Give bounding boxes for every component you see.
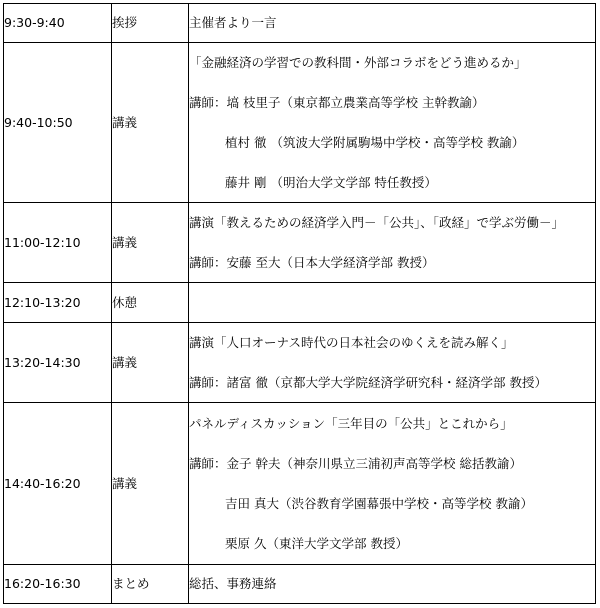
lecturer-line: 植村 徹 （筑波大学附属駒場中学校・高等学校 教諭） — [225, 134, 525, 150]
type-cell: 休憩 — [112, 283, 189, 323]
description-cell — [189, 323, 596, 403]
time-cell: 9:30-9:40 — [4, 4, 112, 43]
schedule-table — [3, 3, 596, 604]
table-row — [4, 403, 596, 565]
lecture-title: 講演「人口オーナス時代の日本社会のゆくえを読み解く」 — [189, 334, 514, 350]
description-cell — [189, 565, 596, 604]
lecturer-line: 講師：安藤 至大（日本大学経済学部 教授） — [189, 254, 435, 270]
time-cell: 13:20-14:30 — [4, 323, 112, 403]
type-cell: 講義 — [112, 403, 189, 565]
time-cell: 11:00-12:10 — [4, 203, 112, 283]
type-cell: 講義 — [112, 323, 189, 403]
table-row — [4, 43, 596, 203]
lecturer-line: 講師：塙 枝里子（東京都立農業高等学校 主幹教諭） — [189, 94, 485, 110]
description-cell — [189, 43, 596, 203]
table-row — [4, 323, 596, 403]
time-cell: 12:10-13:20 — [4, 283, 112, 323]
description-cell — [189, 203, 596, 283]
lecturer-line: 講師：金子 幹夫（神奈川県立三浦初声高等学校 総括教諭） — [189, 455, 522, 471]
type-cell: 講義 — [112, 43, 189, 203]
description-line: 主催者より一言 — [189, 15, 277, 30]
lecturer-line: 講師：諸富 徹（京都大学大学院経済学研究科・経済学部 教授） — [189, 374, 547, 390]
lecturer-line: 栗原 久（東洋大学文学部 教授） — [225, 535, 408, 551]
description-cell — [189, 403, 596, 565]
type-cell: まとめ — [112, 565, 189, 604]
lecturer-line: 吉田 真大（渋谷教育学園幕張中学校・高等学校 教諭） — [225, 495, 533, 511]
time-cell: 14:40-16:20 — [4, 403, 112, 565]
lecture-title: 「金融経済の学習での教科間・外部コラボをどう進めるか」 — [189, 54, 527, 70]
lecture-title: 講演「教えるための経済学入門－「公共」、「政経」で学ぶ労働－」 — [189, 214, 565, 230]
table-row — [4, 283, 596, 323]
description-cell — [189, 4, 596, 43]
time-cell: 16:20-16:30 — [4, 565, 112, 604]
description-line: 総括、事務連絡 — [189, 576, 277, 591]
table-row — [4, 203, 596, 283]
lecturer-line: 藤井 剛 （明治大学文学部 特任教授） — [225, 174, 437, 190]
time-cell: 9:40-10:50 — [4, 43, 112, 203]
lecture-title: パネルディスカッション「三年目の「公共」とこれから」 — [189, 415, 513, 431]
type-cell: 講義 — [112, 203, 189, 283]
table-row — [4, 4, 596, 43]
table-row — [4, 565, 596, 604]
description-cell — [189, 283, 596, 323]
type-cell: 挨拶 — [112, 4, 189, 43]
